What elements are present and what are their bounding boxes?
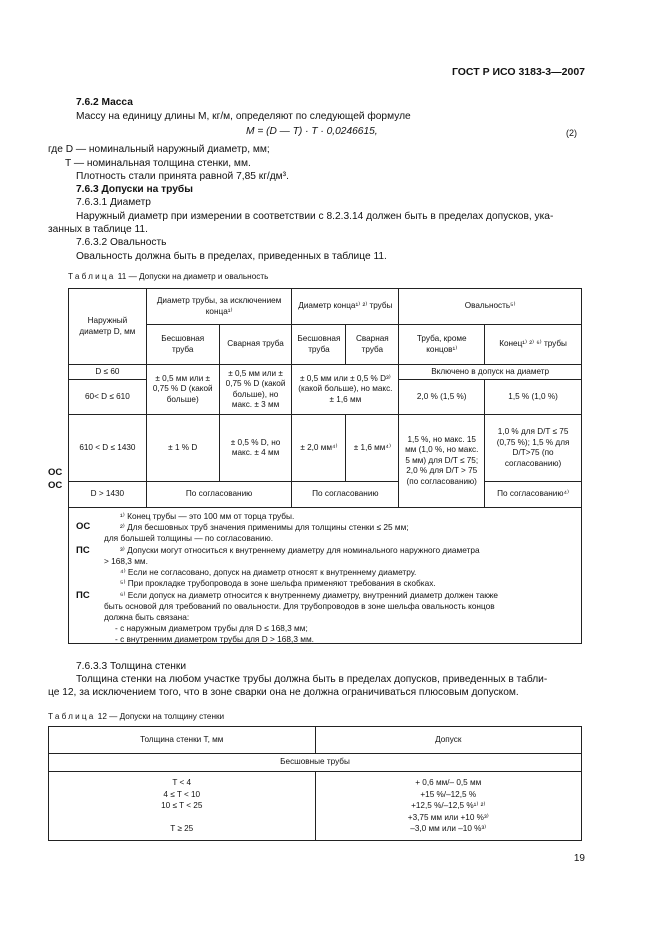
footnote-1: ¹⁾ Конец трубы — это 100 мм от торца трубы. bbox=[120, 511, 295, 521]
footnote-2: ²⁾ Для бесшовных труб значения применимы для толщины стенки ≤ 25 мм; bbox=[120, 522, 409, 532]
section-762-title: 7.6.2 Масса bbox=[76, 97, 133, 108]
cell-r12-seamless: ± 0,5 мм или ± 0,75 % D (какой больше) bbox=[146, 365, 219, 415]
footnote-2-cont: для большей толщины — по согласованию. bbox=[104, 533, 274, 543]
footnote-5: ⁵⁾ При прокладке трубопровода в зоне шельфа применяют требования в скобках. bbox=[120, 578, 436, 588]
th-seamless-end: Бесшовная труба bbox=[292, 325, 346, 365]
where-d: где D — номинальный наружный диаметр, мм; bbox=[48, 144, 270, 155]
cell-thickness-list bbox=[49, 772, 316, 841]
footnote-6-cont1: быть основой для требований по овальности. Для трубопроводов в зоне шельфа овальность концов bbox=[104, 601, 495, 611]
cell-r3-d: 610 < D ≤ 1430 bbox=[69, 415, 147, 482]
fn-mark-os: ОС bbox=[76, 521, 91, 532]
cell-r4-oval-end: По согласованию⁴⁾ bbox=[485, 482, 582, 508]
table12-caption: Таблица 12 — Допуски на толщину стенки bbox=[48, 712, 225, 721]
cell-r12-welded: ± 0,5 мм или ± 0,75 % D (какой больше), но макс. ± 3 мм bbox=[219, 365, 292, 415]
tolerance-2: +15 %/–12,5 % bbox=[420, 789, 477, 799]
th-outer-diameter: Наружный диаметр D, мм bbox=[69, 289, 147, 365]
para-7633-line2: це 12, за исключением того, что в зоне сварки она не должна ограничиваться плюсовым допуском. bbox=[48, 687, 519, 698]
cell-r3-welded: ± 0,5 % D, но макс. ± 4 мм bbox=[219, 415, 292, 482]
thickness-5: T ≥ 25 bbox=[170, 824, 194, 833]
cell-r34-oval-pipe: 1,5 %, но макс. 15 мм (1,0 %, но макс. 5 мм) для D/T ≤ 75; 2,0 % для D/T > 75 (по согласованию) bbox=[399, 415, 485, 508]
cell-r4-d: D > 1430 bbox=[69, 482, 147, 508]
fn-mark-ps-2: ПС bbox=[76, 590, 90, 601]
th-welded-end: Сварная труба bbox=[346, 325, 399, 365]
footnote-4: ⁴⁾ Если не согласовано, допуск на диаметр относят к внутреннему диаметру. bbox=[120, 567, 417, 577]
footnote-6-item1: - с наружным диаметром трубы для D ≤ 168,3 мм; bbox=[115, 623, 308, 633]
para-7632: Овальность должна быть в пределах, приведенных в таблице 11. bbox=[76, 251, 387, 262]
tolerance-3: +12,5 %/–12,5 %¹⁾ ²⁾ bbox=[411, 801, 486, 810]
section-7633-title: 7.6.3.3 Толщина стенки bbox=[76, 661, 187, 672]
footnote-6: ⁶⁾ Если допуск на диаметр относится к внутреннему диаметру, внутренний диаметр должен также bbox=[120, 590, 498, 600]
thickness-1: T < 4 bbox=[172, 778, 192, 787]
para-7631-line2: занных в таблице 11. bbox=[48, 224, 148, 235]
th-welded: Сварная труба bbox=[219, 325, 292, 365]
section-762-intro: Массу на единицу длины M, кг/м, определяют по следующей формуле bbox=[76, 111, 411, 122]
cell-r2-oval-pipe: 2,0 % (1,5 %) bbox=[399, 380, 485, 415]
footnote-6-item2: - с внутренним диаметром трубы для D > 168,3 мм. bbox=[115, 634, 314, 644]
th-diameter-end: Диаметр конца¹⁾ ²⁾ трубы bbox=[292, 289, 399, 325]
tolerance-5: –3,0 мм или –10 %³⁾ bbox=[410, 824, 487, 833]
cell-r12-end: ± 0,5 мм или ± 0,5 % D³⁾ (какой больше), но макс. ± 1,6 мм bbox=[292, 365, 399, 415]
section-7631-title: 7.6.3.1 Диаметр bbox=[76, 197, 151, 208]
formula-number: (2) bbox=[566, 128, 577, 138]
thickness-4 bbox=[49, 812, 315, 824]
th-ovality: Овальность⁵⁾ bbox=[399, 289, 582, 325]
group-seamless: Бесшовные трубы bbox=[49, 754, 582, 772]
table-12 bbox=[48, 726, 582, 841]
para-7631-line1: Наружный диаметр при измерении в соответствии с 8.2.3.14 должен быть в пределах допусков, ука- bbox=[76, 211, 554, 222]
thickness-2: 4 ≤ T < 10 bbox=[163, 789, 201, 799]
footnote-3: ³⁾ Допуски могут относиться к внутреннему диаметру для номинального наружного диаметра bbox=[120, 545, 480, 555]
cell-r3-end-welded: ± 1,6 мм⁴⁾ bbox=[346, 415, 399, 482]
cell-r3-oval-end: 1,0 % для D/T ≤ 75 (0,75 %); 1,5 % для D/T>75 (по согласованию) bbox=[485, 415, 582, 482]
fn-mark-ps-1: ПС bbox=[76, 545, 90, 556]
cell-r1-d: D ≤ 60 bbox=[69, 365, 147, 380]
thickness-3: 10 ≤ T < 25 bbox=[161, 801, 203, 810]
density-note: Плотность стали принята равной 7,85 кг/дм³. bbox=[76, 171, 289, 182]
cell-r3-seamless: ± 1 % D bbox=[146, 415, 219, 482]
cell-r1-ovality: Включено в допуск на диаметр bbox=[399, 365, 582, 380]
formula: M = (D — T) · T · 0,0246615, bbox=[246, 126, 378, 137]
table11-caption: Таблица 11 — Допуски на диаметр и овальность bbox=[68, 272, 269, 281]
where-t: T — номинальная толщина стенки, мм. bbox=[65, 158, 251, 169]
margin-mark-os-1: ОС bbox=[48, 467, 63, 478]
document-header: ГОСТ Р ИСО 3183-3—2007 bbox=[451, 66, 585, 78]
footnote-3-cont: > 168,3 мм. bbox=[104, 556, 148, 566]
page-number: 19 bbox=[573, 853, 585, 864]
th-tolerance: Допуск bbox=[315, 727, 582, 754]
section-763-title: 7.6.3 Допуски на трубы bbox=[76, 184, 193, 195]
cell-r3-end-seamless: ± 2,0 мм⁴⁾ bbox=[292, 415, 346, 482]
th-pipe-except-ends: Труба, кроме концов¹⁾ bbox=[399, 325, 485, 365]
cell-tolerance-list bbox=[315, 772, 582, 841]
cell-r4-excl: По согласованию bbox=[146, 482, 292, 508]
footnote-6-cont2: должна быть связана: bbox=[104, 612, 190, 622]
tolerance-4: +3,75 мм или +10 %³⁾ bbox=[407, 812, 489, 822]
cell-r2-d: 60< D ≤ 610 bbox=[69, 380, 147, 415]
section-7632-title: 7.6.3.2 Овальность bbox=[76, 237, 167, 248]
cell-r2-oval-end: 1,5 % (1,0 %) bbox=[485, 380, 582, 415]
th-wall-thickness: Толщина стенки T, мм bbox=[49, 727, 316, 754]
para-7633-line1: Толщина стенки на любом участке трубы должна быть в пределах допусков, приведенных в табли- bbox=[76, 674, 548, 685]
th-seamless: Бесшовная труба bbox=[146, 325, 219, 365]
th-pipe-end: Конец¹⁾ ²⁾ ⁶⁾ трубы bbox=[485, 325, 582, 365]
margin-mark-os-2: ОС bbox=[48, 480, 63, 491]
th-diameter-excl-end: Диаметр трубы, за исключением конца¹⁾ bbox=[146, 289, 292, 325]
tolerance-1: + 0,6 мм/– 0,5 мм bbox=[415, 778, 482, 787]
cell-r4-end: По согласованию bbox=[292, 482, 399, 508]
